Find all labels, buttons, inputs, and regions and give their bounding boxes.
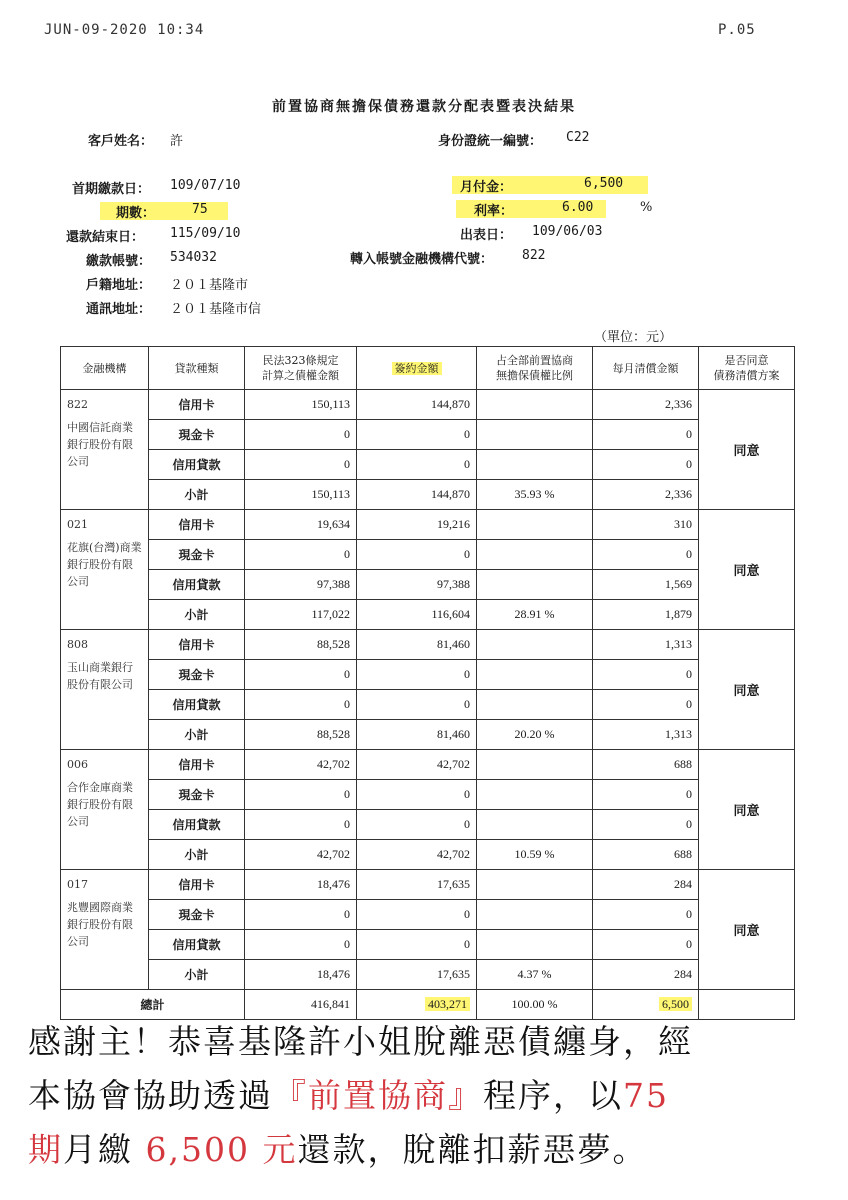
issue-date-label: 出表日： xyxy=(460,228,513,243)
loan-type-cell: 信用卡 xyxy=(149,510,245,540)
caption-line-2-red2: 75 xyxy=(623,1076,669,1115)
header-contract-amount-text: 簽約金額 xyxy=(392,362,442,375)
vote-cell: 同意 xyxy=(699,750,795,870)
mailing-address-value: ２０１基隆市信 xyxy=(170,302,262,317)
client-name-value: 許 xyxy=(170,134,184,149)
table-row xyxy=(61,720,795,750)
caption-line-3 xyxy=(28,1124,828,1171)
ratio-cell: 20.20 % xyxy=(477,720,593,750)
table-row xyxy=(61,900,795,930)
caption-line-3-red2: 6,500 元 xyxy=(145,1130,298,1169)
fax-page-number: P.05 xyxy=(718,22,756,38)
header-monthly-payment: 每月清償金額 xyxy=(593,347,699,390)
contract-amount-cell: 0 xyxy=(357,780,477,810)
header-claim-amount: 民法323條規定 計算之債權金額 xyxy=(245,347,357,390)
account-label: 繳款帳號： xyxy=(86,254,152,269)
ratio-cell xyxy=(477,750,593,780)
ratio-cell xyxy=(477,810,593,840)
total-monthly xyxy=(593,990,699,1020)
claim-amount-cell: 0 xyxy=(245,660,357,690)
table-row xyxy=(61,960,795,990)
loan-type-cell: 現金卡 xyxy=(149,540,245,570)
table-row xyxy=(61,420,795,450)
issue-date-value: 109/06/03 xyxy=(532,224,603,239)
table-row xyxy=(61,930,795,960)
institution-name: 花旗(台灣)商業銀行股份有限公司 xyxy=(67,541,142,588)
loan-type-cell: 小計 xyxy=(149,480,245,510)
fax-datetime: JUN-09-2020 10:34 xyxy=(44,22,205,38)
institution-name: 合作金庫商業銀行股份有限公司 xyxy=(67,781,133,828)
contract-amount-cell: 0 xyxy=(357,810,477,840)
interest-rate-value: 6.00 xyxy=(562,200,594,215)
contract-amount-cell: 0 xyxy=(357,930,477,960)
ratio-cell: 28.91 % xyxy=(477,600,593,630)
institution-code: 006 xyxy=(67,758,88,771)
loan-type-cell: 現金卡 xyxy=(149,420,245,450)
contract-amount-cell: 19,216 xyxy=(357,510,477,540)
table-row xyxy=(61,510,795,540)
table-row xyxy=(61,450,795,480)
ratio-cell xyxy=(477,450,593,480)
bank-code-label: 轉入帳號金融機構代號： xyxy=(350,252,494,267)
interest-rate-unit: % xyxy=(640,200,653,215)
header-vote: 是否同意 債務清償方案 xyxy=(699,347,795,390)
claim-amount-cell: 97,388 xyxy=(245,570,357,600)
first-payment-label: 首期繳款日： xyxy=(72,182,151,197)
loan-type-cell: 信用貸款 xyxy=(149,930,245,960)
contract-amount-cell: 0 xyxy=(357,660,477,690)
contract-amount-cell: 0 xyxy=(357,450,477,480)
claim-amount-cell: 150,113 xyxy=(245,390,357,420)
caption-line-2-a: 本協會協助透過 xyxy=(28,1076,273,1115)
monthly-payment-cell: 0 xyxy=(593,780,699,810)
loan-type-cell: 現金卡 xyxy=(149,780,245,810)
loan-type-cell: 信用貸款 xyxy=(149,450,245,480)
ratio-cell xyxy=(477,930,593,960)
periods-value: 75 xyxy=(192,202,208,217)
caption-line-3-b: 還款，脫離扣薪惡夢。 xyxy=(297,1130,648,1169)
monthly-payment-cell: 1,313 xyxy=(593,630,699,660)
loan-type-cell: 信用卡 xyxy=(149,870,245,900)
claim-amount-cell: 18,476 xyxy=(245,960,357,990)
monthly-payment-cell: 0 xyxy=(593,450,699,480)
total-contract xyxy=(357,990,477,1020)
periods-label: 期數： xyxy=(116,206,156,221)
total-monthly-text: 6,500 xyxy=(659,997,692,1011)
total-row xyxy=(61,990,795,1020)
header-loan-type: 貸款種類 xyxy=(149,347,245,390)
monthly-payment-cell: 1,569 xyxy=(593,570,699,600)
interest-rate-label: 利率： xyxy=(474,204,514,219)
table-row xyxy=(61,750,795,780)
ratio-cell xyxy=(477,690,593,720)
total-claim: 416,841 xyxy=(245,990,357,1020)
end-date-label: 還款結束日： xyxy=(66,230,145,245)
document-title: 前置協商無擔保債務還款分配表暨表決結果 xyxy=(272,99,576,115)
caption-line-2-red: 『前置協商』 xyxy=(273,1076,483,1115)
claim-amount-cell: 88,528 xyxy=(245,720,357,750)
monthly-payment-value: 6,500 xyxy=(584,176,624,191)
institution-name: 兆豐國際商業銀行股份有限公司 xyxy=(67,901,133,948)
household-address-value: ２０１基隆市 xyxy=(170,278,249,293)
claim-amount-cell: 18,476 xyxy=(245,870,357,900)
claim-amount-cell: 0 xyxy=(245,810,357,840)
contract-amount-cell: 42,702 xyxy=(357,840,477,870)
table-row xyxy=(61,480,795,510)
monthly-payment-cell: 2,336 xyxy=(593,480,699,510)
header-contract-amount xyxy=(357,347,477,390)
ratio-cell xyxy=(477,540,593,570)
caption-line-2 xyxy=(28,1070,828,1117)
client-id-label: 身份證統一編號： xyxy=(438,134,543,149)
institution-code: 822 xyxy=(67,398,88,411)
institution-code: 808 xyxy=(67,638,88,651)
ratio-cell xyxy=(477,780,593,810)
monthly-payment-cell: 0 xyxy=(593,900,699,930)
ratio-cell xyxy=(477,510,593,540)
claim-amount-cell: 42,702 xyxy=(245,750,357,780)
institution-cell xyxy=(61,750,149,870)
loan-type-cell: 現金卡 xyxy=(149,660,245,690)
loan-type-cell: 現金卡 xyxy=(149,900,245,930)
table-row xyxy=(61,540,795,570)
loan-type-cell: 小計 xyxy=(149,720,245,750)
loan-type-cell: 信用貸款 xyxy=(149,690,245,720)
total-contract-text: 403,271 xyxy=(425,997,470,1011)
institution-code: 017 xyxy=(67,878,88,891)
contract-amount-cell: 0 xyxy=(357,900,477,930)
monthly-payment-cell: 0 xyxy=(593,540,699,570)
unit-note: （單位：元） xyxy=(594,330,673,345)
table-row xyxy=(61,600,795,630)
vote-cell: 同意 xyxy=(699,510,795,630)
monthly-payment-cell: 0 xyxy=(593,660,699,690)
institution-cell xyxy=(61,630,149,750)
monthly-payment-cell: 0 xyxy=(593,930,699,960)
bank-code-value: 822 xyxy=(522,248,546,263)
contract-amount-cell: 0 xyxy=(357,690,477,720)
loan-type-cell: 信用卡 xyxy=(149,750,245,780)
mailing-address-label: 通訊地址： xyxy=(86,302,152,317)
vote-cell: 同意 xyxy=(699,390,795,510)
institution-name: 玉山商業銀行股份有限公司 xyxy=(67,661,133,691)
caption-line-1: 感謝主！恭喜基隆許小姐脫離惡債纏身，經 xyxy=(28,1022,693,1061)
monthly-payment-cell: 0 xyxy=(593,690,699,720)
claim-amount-cell: 0 xyxy=(245,780,357,810)
institution-code: 021 xyxy=(67,518,88,531)
ratio-cell xyxy=(477,570,593,600)
institution-cell xyxy=(61,510,149,630)
monthly-payment-cell: 310 xyxy=(593,510,699,540)
claim-amount-cell: 88,528 xyxy=(245,630,357,660)
claim-amount-cell: 0 xyxy=(245,450,357,480)
contract-amount-cell: 42,702 xyxy=(357,750,477,780)
table-row xyxy=(61,660,795,690)
monthly-payment-cell: 2,336 xyxy=(593,390,699,420)
claim-amount-cell: 0 xyxy=(245,690,357,720)
claim-amount-cell: 42,702 xyxy=(245,840,357,870)
monthly-payment-cell: 688 xyxy=(593,750,699,780)
contract-amount-cell: 81,460 xyxy=(357,720,477,750)
ratio-cell xyxy=(477,900,593,930)
ratio-cell xyxy=(477,660,593,690)
claim-amount-cell: 117,022 xyxy=(245,600,357,630)
contract-amount-cell: 0 xyxy=(357,420,477,450)
total-label: 總計 xyxy=(61,990,245,1020)
table-row xyxy=(61,840,795,870)
contract-amount-cell: 144,870 xyxy=(357,390,477,420)
claim-amount-cell: 0 xyxy=(245,930,357,960)
table-row xyxy=(61,690,795,720)
monthly-payment-cell: 1,879 xyxy=(593,600,699,630)
caption-line-3-red: 期 xyxy=(28,1130,63,1169)
claim-amount-cell: 0 xyxy=(245,900,357,930)
account-value: 534032 xyxy=(170,250,217,265)
loan-type-cell: 信用卡 xyxy=(149,390,245,420)
contract-amount-cell: 81,460 xyxy=(357,630,477,660)
total-ratio: 100.00 % xyxy=(477,990,593,1020)
ratio-cell xyxy=(477,390,593,420)
ratio-cell xyxy=(477,870,593,900)
header-institution: 金融機構 xyxy=(61,347,149,390)
loan-type-cell: 信用貸款 xyxy=(149,570,245,600)
caption-line-3-a: 月繳 xyxy=(63,1130,146,1169)
caption-line-2-b: 程序，以 xyxy=(483,1076,623,1115)
ratio-cell: 10.59 % xyxy=(477,840,593,870)
claim-amount-cell: 0 xyxy=(245,420,357,450)
ratio-cell: 35.93 % xyxy=(477,480,593,510)
vote-cell: 同意 xyxy=(699,630,795,750)
contract-amount-cell: 144,870 xyxy=(357,480,477,510)
table-row xyxy=(61,390,795,420)
monthly-payment-cell: 1,313 xyxy=(593,720,699,750)
loan-type-cell: 信用卡 xyxy=(149,630,245,660)
first-payment-value: 109/07/10 xyxy=(170,178,241,193)
contract-amount-cell: 17,635 xyxy=(357,870,477,900)
table-row xyxy=(61,570,795,600)
monthly-payment-label: 月付金： xyxy=(460,180,513,195)
claim-amount-cell: 150,113 xyxy=(245,480,357,510)
table-row xyxy=(61,630,795,660)
loan-type-cell: 小計 xyxy=(149,960,245,990)
loan-type-cell: 小計 xyxy=(149,840,245,870)
table-header-row xyxy=(61,347,795,390)
loan-type-cell: 信用貸款 xyxy=(149,810,245,840)
client-id-value: C22 xyxy=(566,130,590,145)
monthly-payment-cell: 0 xyxy=(593,420,699,450)
claim-amount-cell: 19,634 xyxy=(245,510,357,540)
table-row xyxy=(61,870,795,900)
header-ratio: 占全部前置協商 無擔保債權比例 xyxy=(477,347,593,390)
monthly-payment-cell: 0 xyxy=(593,810,699,840)
loan-type-cell: 小計 xyxy=(149,600,245,630)
contract-amount-cell: 116,604 xyxy=(357,600,477,630)
monthly-payment-cell: 284 xyxy=(593,870,699,900)
ratio-cell xyxy=(477,630,593,660)
contract-amount-cell: 97,388 xyxy=(357,570,477,600)
claim-amount-cell: 0 xyxy=(245,540,357,570)
total-vote-empty xyxy=(699,990,795,1020)
ratio-cell xyxy=(477,420,593,450)
contract-amount-cell: 0 xyxy=(357,540,477,570)
repayment-table xyxy=(60,346,795,1020)
ratio-cell: 4.37 % xyxy=(477,960,593,990)
institution-name: 中國信託商業銀行股份有限公司 xyxy=(67,421,133,468)
table-row xyxy=(61,780,795,810)
table-row xyxy=(61,810,795,840)
institution-cell xyxy=(61,390,149,510)
monthly-payment-cell: 688 xyxy=(593,840,699,870)
monthly-payment-cell: 284 xyxy=(593,960,699,990)
vote-cell: 同意 xyxy=(699,870,795,990)
client-name-label: 客戶姓名： xyxy=(88,134,154,149)
contract-amount-cell: 17,635 xyxy=(357,960,477,990)
household-address-label: 戶籍地址： xyxy=(86,278,152,293)
end-date-value: 115/09/10 xyxy=(170,226,241,241)
institution-cell xyxy=(61,870,149,990)
